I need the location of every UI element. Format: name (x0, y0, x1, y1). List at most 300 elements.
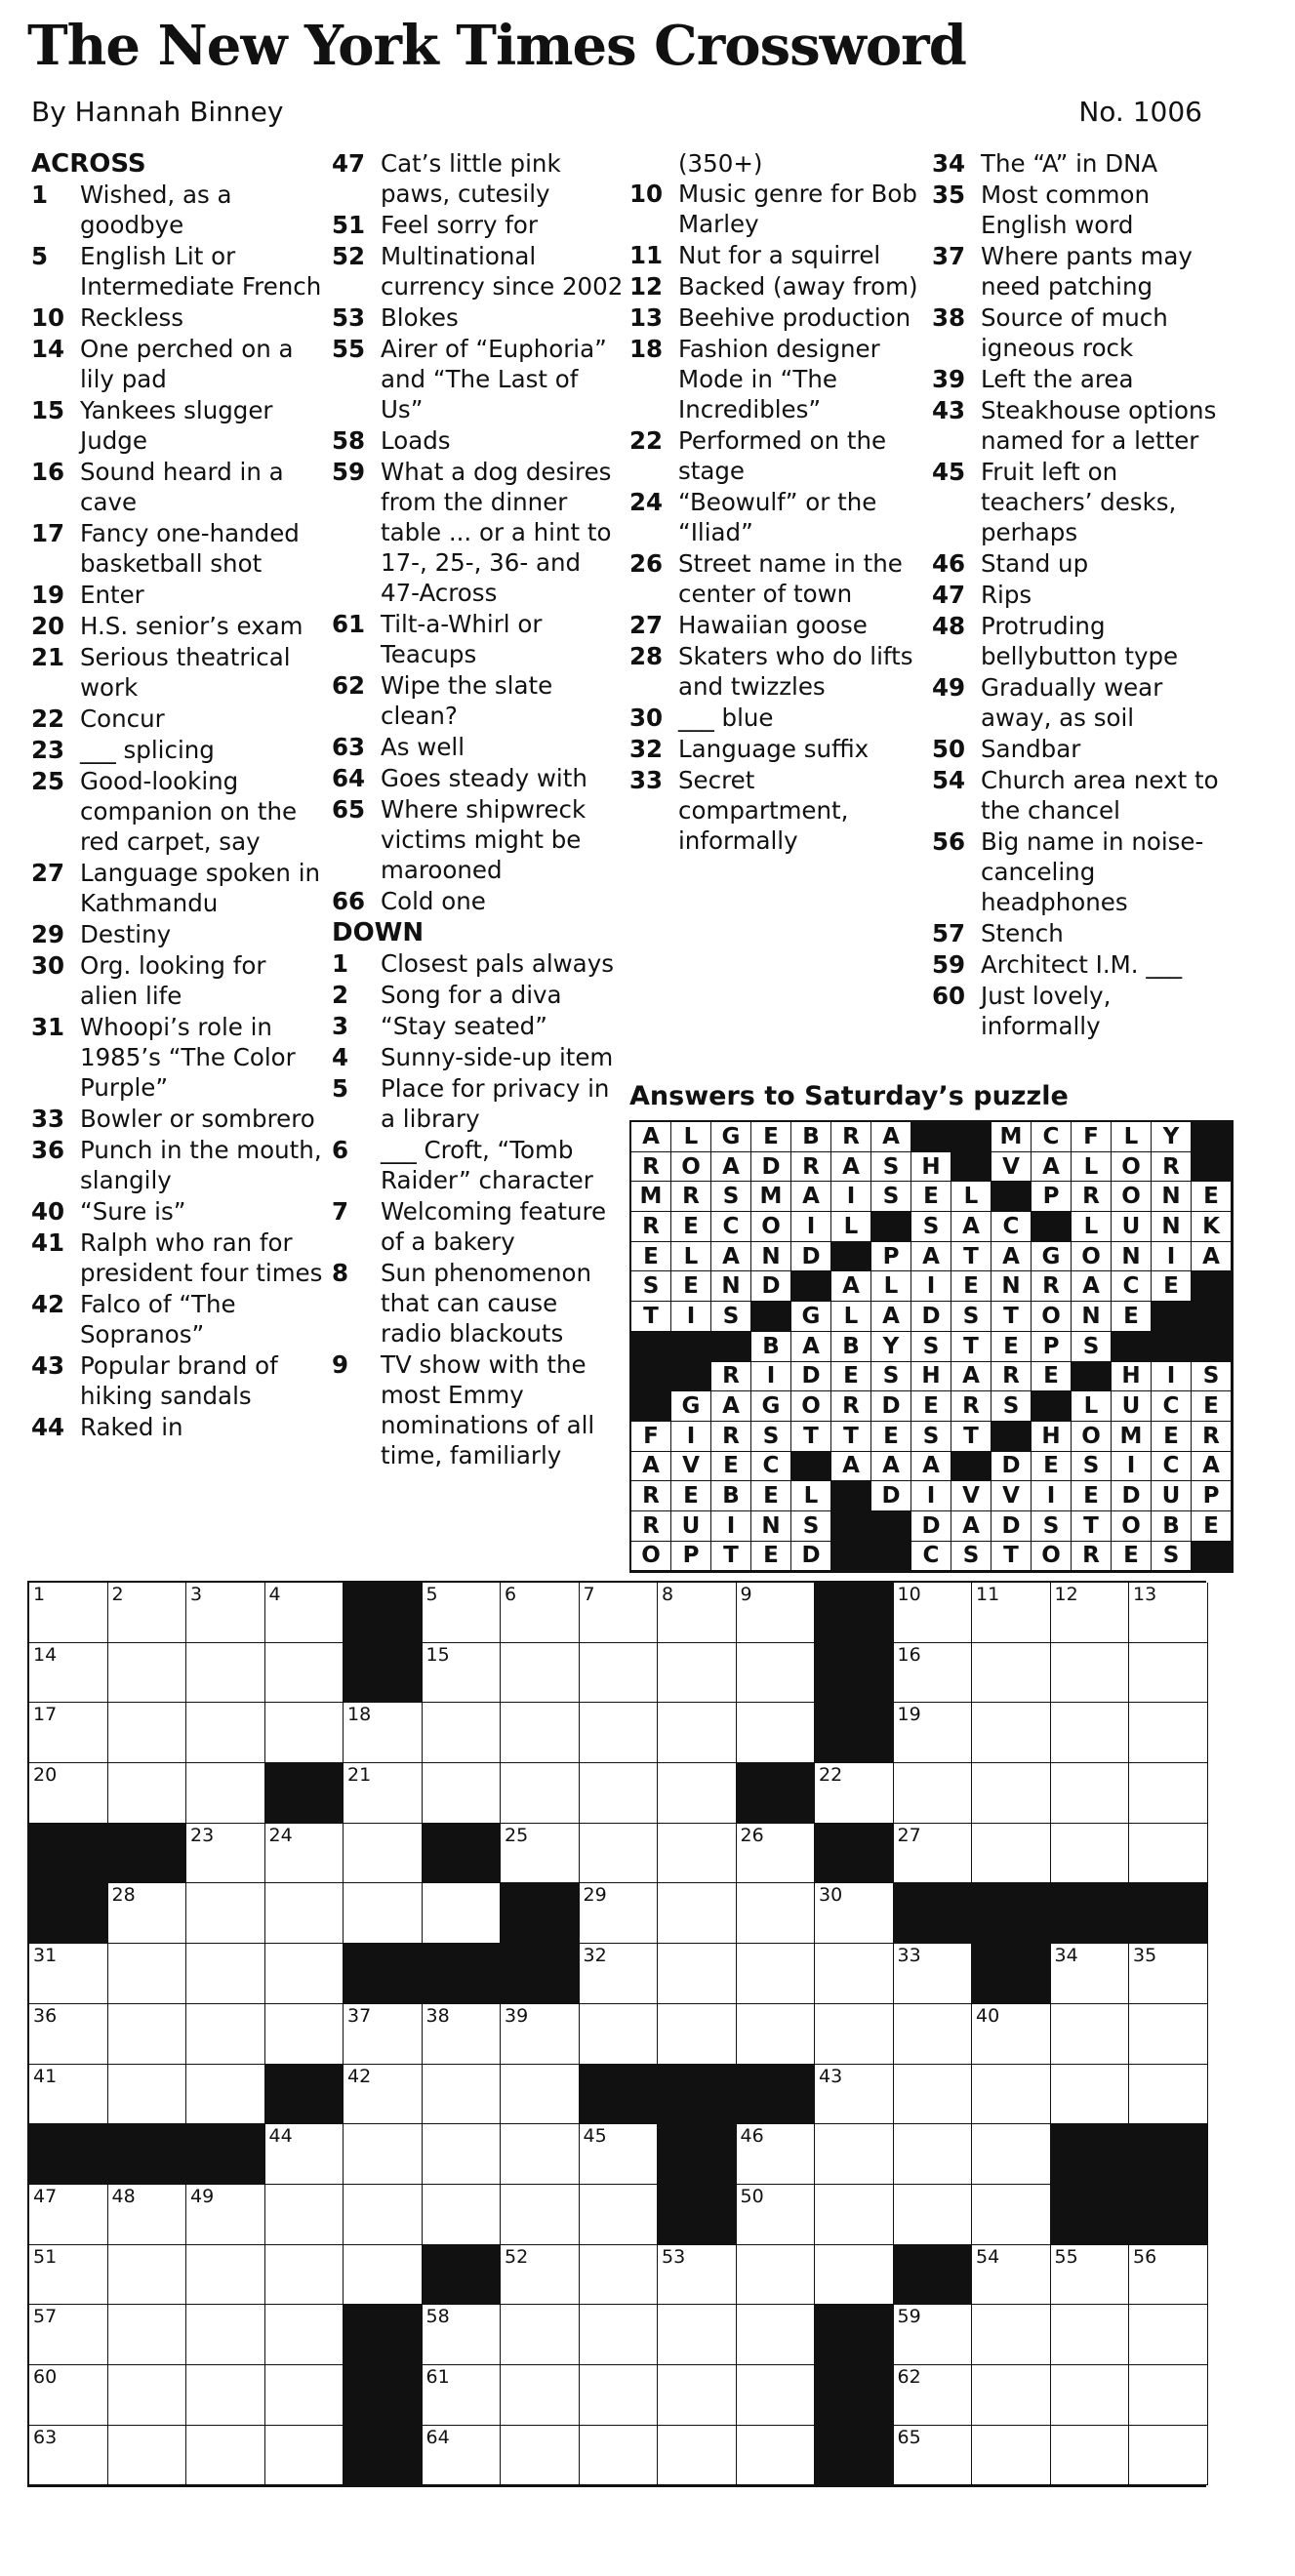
grid-cell[interactable] (894, 1583, 973, 1643)
grid-cell[interactable] (737, 2365, 816, 2426)
grid-cell-number: 39 (505, 2004, 529, 2027)
grid-cell[interactable] (29, 2004, 108, 2065)
grid-cell[interactable] (344, 1763, 423, 1824)
grid-cell[interactable] (1051, 1583, 1130, 1643)
clue-number: 26 (629, 549, 664, 578)
clue-number: 62 (332, 671, 366, 700)
clue-text: Destiny (80, 920, 172, 948)
grid-cell[interactable] (658, 2245, 737, 2306)
answer-letter: U (1152, 1481, 1192, 1511)
grid-cell[interactable] (580, 1883, 659, 1944)
grid-cell[interactable] (894, 1643, 973, 1704)
grid-cell[interactable] (186, 1583, 265, 1643)
answer-letter: M (1112, 1422, 1152, 1452)
answer-black-square (991, 1422, 1032, 1452)
grid-black-square (1051, 2124, 1130, 2185)
grid-cell[interactable] (737, 2004, 816, 2065)
grid-cell[interactable] (186, 1944, 265, 2004)
grid-cell[interactable] (423, 2185, 502, 2245)
answer-letter: A (1072, 1271, 1112, 1302)
grid-black-square (108, 1824, 187, 1884)
clue-number: 14 (31, 335, 65, 363)
grid-cell[interactable] (658, 1583, 737, 1643)
answer-letter: K (1192, 1212, 1232, 1242)
grid-cell[interactable] (894, 1703, 973, 1763)
grid-cell-number: 10 (897, 1584, 921, 1605)
grid-cell[interactable] (29, 2305, 108, 2365)
grid-cell[interactable] (344, 2124, 423, 2185)
clue-text: Welcoming feature of a bakery (381, 1197, 607, 1256)
answer-letter: R (1152, 1152, 1192, 1183)
clue-number: 34 (932, 149, 966, 178)
grid-cell[interactable] (108, 2185, 187, 2245)
grid-cell[interactable] (265, 2365, 344, 2426)
grid-cell[interactable] (972, 2305, 1051, 2365)
answer-letter: S (1072, 1332, 1112, 1362)
clue-across-14 (31, 334, 324, 394)
grid-cell[interactable] (894, 1763, 973, 1824)
grid-black-square (423, 2245, 502, 2306)
grid-cell[interactable] (501, 1763, 580, 1824)
grid-cell[interactable] (737, 1883, 816, 1944)
grid-cell[interactable] (186, 2185, 265, 2245)
grid-cell[interactable] (423, 2124, 502, 2185)
clue-across-36 (31, 1135, 324, 1195)
grid-cell[interactable] (108, 1643, 187, 1704)
grid-cell[interactable] (580, 2305, 659, 2365)
grid-cell[interactable] (894, 2365, 973, 2426)
clue-across-10 (31, 302, 324, 333)
grid-cell[interactable] (894, 2065, 973, 2125)
grid-cell[interactable] (972, 1643, 1051, 1704)
clue-text: Skaters who do lifts and twizzles (678, 642, 913, 701)
grid-cell[interactable] (265, 2124, 344, 2185)
clue-down-30 (629, 703, 922, 733)
answer-black-square (711, 1332, 751, 1362)
grid-cell-number: 29 (583, 1884, 607, 1907)
grid-cell[interactable] (1051, 1944, 1130, 2004)
clue-down-26 (629, 548, 922, 609)
grid-cell[interactable] (501, 2245, 580, 2306)
grid-cell[interactable] (658, 1763, 737, 1824)
grid-cell[interactable] (1129, 2245, 1208, 2306)
clue-text: Street name in the center of town (678, 549, 903, 608)
grid-cell[interactable] (186, 1763, 265, 1824)
grid-cell[interactable] (265, 2004, 344, 2065)
grid-cell[interactable] (658, 2426, 737, 2486)
answer-letter: O (1072, 1422, 1112, 1452)
answer-letter: A (831, 1152, 871, 1183)
grid-cell[interactable] (580, 2426, 659, 2486)
answer-letter: A (1192, 1452, 1232, 1482)
clue-across-55 (332, 334, 625, 424)
grid-cell[interactable] (815, 2245, 894, 2306)
clue-number: 59 (932, 950, 966, 979)
grid-cell[interactable] (972, 2426, 1051, 2486)
grid-cell[interactable] (658, 2305, 737, 2365)
clue-down-56 (932, 826, 1225, 917)
grid-cell[interactable] (501, 1703, 580, 1763)
grid-cell[interactable] (737, 2426, 816, 2486)
grid-cell[interactable] (265, 2245, 344, 2306)
grid-cell[interactable] (501, 1583, 580, 1643)
grid-cell[interactable] (186, 2065, 265, 2125)
grid-cell[interactable] (894, 2124, 973, 2185)
grid-cell[interactable] (265, 1944, 344, 2004)
grid-cell[interactable] (1051, 2305, 1130, 2365)
answer-letter: O (751, 1212, 791, 1242)
clue-number: 19 (31, 581, 65, 609)
grid-cell[interactable] (1051, 2365, 1130, 2426)
grid-cell[interactable] (265, 1883, 344, 1944)
grid-cell[interactable] (186, 2305, 265, 2365)
grid-black-square (737, 2065, 816, 2125)
clue-across-66 (332, 886, 625, 916)
grid-cell[interactable] (29, 1583, 108, 1643)
answer-letter: L (671, 1242, 711, 1272)
grid-cell[interactable] (108, 1583, 187, 1643)
grid-cell[interactable] (658, 1703, 737, 1763)
clue-across-58 (332, 425, 625, 456)
grid-cell[interactable] (815, 2065, 894, 2125)
grid-cell[interactable] (972, 1703, 1051, 1763)
clue-text: Fancy one-handed basketball shot (80, 519, 300, 578)
clue-number: 37 (932, 242, 966, 270)
grid-cell[interactable] (580, 1824, 659, 1884)
grid-cell-number: 51 (33, 2245, 58, 2268)
grid-cell[interactable] (1129, 2305, 1208, 2365)
answer-letter: S (951, 1542, 991, 1572)
grid-cell[interactable] (501, 2185, 580, 2245)
grid-cell[interactable] (815, 2185, 894, 2245)
grid-cell[interactable] (186, 2365, 265, 2426)
clue-number: 5 (31, 242, 49, 270)
grid-cell[interactable] (108, 1944, 187, 2004)
grid-cell[interactable] (186, 1643, 265, 1704)
answer-letter: D (791, 1362, 831, 1392)
grid-cell[interactable] (1129, 2365, 1208, 2426)
grid-cell[interactable] (815, 1763, 894, 1824)
clue-text: Reckless (80, 303, 184, 332)
grid-cell[interactable] (501, 1643, 580, 1704)
clue-number: 57 (932, 919, 966, 947)
answer-black-square (911, 1122, 951, 1152)
answer-letter: O (1112, 1511, 1152, 1542)
grid-cell[interactable] (1129, 2426, 1208, 2486)
grid-cell[interactable] (344, 2004, 423, 2065)
grid-cell[interactable] (580, 1643, 659, 1704)
clue-text: Sandbar (981, 735, 1081, 763)
grid-cell[interactable] (423, 1583, 502, 1643)
grid-cell[interactable] (186, 2245, 265, 2306)
clue-across-65 (332, 794, 625, 885)
grid-cell[interactable] (265, 1643, 344, 1704)
clue-across-30 (31, 950, 324, 1011)
grid-cell[interactable] (29, 2426, 108, 2486)
grid-cell[interactable] (186, 2426, 265, 2486)
answer-letter: D (751, 1152, 791, 1183)
grid-cell[interactable] (580, 2004, 659, 2065)
grid-cell[interactable] (972, 2245, 1051, 2306)
answer-letter: D (991, 1511, 1032, 1542)
grid-cell[interactable] (29, 2365, 108, 2426)
grid-cell[interactable] (1051, 2065, 1130, 2125)
grid-cell[interactable] (265, 2426, 344, 2486)
grid-cell[interactable] (29, 1643, 108, 1704)
grid-cell[interactable] (580, 2124, 659, 2185)
grid-cell[interactable] (423, 1883, 502, 1944)
grid-cell[interactable] (894, 2426, 973, 2486)
grid-cell[interactable] (501, 2004, 580, 2065)
answer-letter: R (631, 1481, 671, 1511)
grid-cell[interactable] (29, 2065, 108, 2125)
answer-letter: E (1032, 1452, 1072, 1482)
grid-cell[interactable] (344, 2065, 423, 2125)
grid-cell[interactable] (972, 2124, 1051, 2185)
grid-black-square (1129, 1883, 1208, 1944)
grid-cell[interactable] (501, 2065, 580, 2125)
grid-black-square (815, 2365, 894, 2426)
grid-cell[interactable] (108, 1763, 187, 1824)
answer-letter: S (1032, 1511, 1072, 1542)
grid-cell[interactable] (1051, 2426, 1130, 2486)
grid-cell[interactable] (580, 2185, 659, 2245)
grid-cell[interactable] (344, 1824, 423, 1884)
grid-cell[interactable] (815, 1883, 894, 1944)
grid-cell[interactable] (815, 1944, 894, 2004)
clue-down-59 (932, 949, 1225, 980)
grid-cell-number: 12 (1054, 1584, 1078, 1605)
answer-letter: S (871, 1362, 911, 1392)
answer-letter: L (791, 1481, 831, 1511)
grid-cell[interactable] (108, 2305, 187, 2365)
grid-cell[interactable] (501, 2124, 580, 2185)
clue-number: 28 (629, 642, 664, 670)
answer-letter: A (911, 1452, 951, 1482)
grid-cell-number: 53 (662, 2245, 686, 2268)
grid-cell[interactable] (580, 1583, 659, 1643)
grid-cell[interactable] (1129, 2004, 1208, 2065)
grid-cell[interactable] (186, 2004, 265, 2065)
grid-cell[interactable] (658, 1643, 737, 1704)
grid-cell[interactable] (1129, 1703, 1208, 1763)
answer-letter: E (631, 1242, 671, 1272)
grid-cell[interactable] (1051, 1763, 1130, 1824)
answer-black-square (631, 1391, 671, 1422)
answer-black-square (831, 1542, 871, 1572)
grid-cell[interactable] (423, 2065, 502, 2125)
answer-letter: A (711, 1152, 751, 1183)
grid-cell[interactable] (580, 2365, 659, 2426)
grid-cell[interactable] (265, 1824, 344, 1884)
grid-cell[interactable] (423, 2305, 502, 2365)
grid-cell[interactable] (29, 1703, 108, 1763)
grid-cell[interactable] (1051, 2004, 1130, 2065)
grid-cell[interactable] (29, 2245, 108, 2306)
clue-number: 22 (31, 704, 65, 733)
grid-cell[interactable] (108, 2365, 187, 2426)
grid-cell[interactable] (737, 1824, 816, 1884)
clue-number: 30 (629, 704, 664, 732)
clue-text: Multinational currency since 2002 (381, 242, 624, 301)
grid-cell-number: 47 (33, 2185, 58, 2207)
answer-letter: A (791, 1182, 831, 1212)
grid-cell[interactable] (894, 2185, 973, 2245)
grid-cell-number: 56 (1133, 2245, 1157, 2268)
grid-cell[interactable] (186, 1824, 265, 1884)
grid-cell[interactable] (501, 1824, 580, 1884)
grid-cell[interactable] (737, 2245, 816, 2306)
grid-cell[interactable] (972, 2004, 1051, 2065)
grid-cell[interactable] (658, 1944, 737, 2004)
grid-cell[interactable] (580, 1944, 659, 2004)
clue-down-4 (332, 1042, 625, 1072)
grid-cell[interactable] (423, 2365, 502, 2426)
grid-cell[interactable] (344, 2185, 423, 2245)
clue-text: Popular brand of hiking sandals (80, 1351, 278, 1410)
grid-cell[interactable] (972, 2065, 1051, 2125)
clue-across-27 (31, 858, 324, 918)
grid-cell[interactable] (658, 2004, 737, 2065)
grid-cell[interactable] (501, 2426, 580, 2486)
clue-down-33 (629, 765, 922, 856)
grid-cell[interactable] (894, 2004, 973, 2065)
grid-cell[interactable] (737, 1583, 816, 1643)
grid-cell[interactable] (501, 2365, 580, 2426)
grid-cell[interactable] (580, 2245, 659, 2306)
grid-cell[interactable] (1051, 1643, 1130, 1704)
grid-cell[interactable] (344, 1703, 423, 1763)
grid-cell[interactable] (108, 1703, 187, 1763)
grid-cell[interactable] (423, 2004, 502, 2065)
grid-cell[interactable] (580, 1763, 659, 1824)
answer-letter: A (871, 1302, 911, 1332)
grid-cell[interactable] (1129, 1643, 1208, 1704)
answer-black-square (951, 1452, 991, 1482)
grid-cell[interactable] (29, 1944, 108, 2004)
clue-down-13 (629, 302, 922, 333)
clue-number: 3 (332, 1012, 349, 1040)
grid-cell[interactable] (1051, 1824, 1130, 1884)
grid-cell[interactable] (423, 1703, 502, 1763)
clue-text: Punch in the mouth, slangily (80, 1136, 322, 1194)
clue-text: Big name in noise-canceling headphones (981, 827, 1204, 916)
grid-cell[interactable] (972, 2365, 1051, 2426)
grid-cell[interactable] (658, 2365, 737, 2426)
answer-letter: C (911, 1542, 951, 1572)
clue-number: 49 (932, 673, 966, 702)
grid-cell[interactable] (186, 1883, 265, 1944)
grid-cell[interactable] (815, 2004, 894, 2065)
grid-cell[interactable] (1051, 2245, 1130, 2306)
grid-black-square (29, 2124, 108, 2185)
grid-cell[interactable] (108, 2426, 187, 2486)
answer-letter: E (1152, 1422, 1192, 1452)
clue-text: Architect I.M. ___ (981, 950, 1183, 979)
answer-letter: S (1192, 1362, 1232, 1392)
clue-across-62 (332, 670, 625, 731)
grid-cell[interactable] (423, 1643, 502, 1704)
clue-text: One perched on a lily pad (80, 335, 294, 393)
answer-letter: H (911, 1362, 951, 1392)
grid-cell[interactable] (737, 2124, 816, 2185)
clue-number: 20 (31, 612, 65, 640)
grid-cell[interactable] (108, 1883, 187, 1944)
answer-letter: L (871, 1271, 911, 1302)
grid-cell[interactable] (737, 2305, 816, 2365)
grid-cell[interactable] (423, 1763, 502, 1824)
grid-cell[interactable] (265, 1703, 344, 1763)
grid-black-square (815, 2305, 894, 2365)
grid-cell[interactable] (344, 2245, 423, 2306)
grid-cell[interactable] (972, 1824, 1051, 1884)
answer-letter: V (951, 1481, 991, 1511)
grid-cell[interactable] (186, 1703, 265, 1763)
grid-cell[interactable] (108, 2245, 187, 2306)
grid-cell[interactable] (423, 2426, 502, 2486)
grid-cell[interactable] (344, 1883, 423, 1944)
grid-cell[interactable] (1129, 1583, 1208, 1643)
grid-cell[interactable] (108, 2004, 187, 2065)
clue-number: 27 (31, 859, 65, 887)
answers-title: Answers to Saturday’s puzzle (629, 1081, 1069, 1111)
clue-number: 29 (31, 920, 65, 948)
answer-letter: N (711, 1271, 751, 1302)
clue-text: Backed (away from) (678, 272, 918, 301)
answer-letter: S (951, 1302, 991, 1332)
clue-text: Where pants may need patching (981, 242, 1193, 301)
grid-cell[interactable] (737, 1643, 816, 1704)
grid-cell[interactable] (894, 2305, 973, 2365)
grid-cell[interactable] (972, 1583, 1051, 1643)
grid-cell[interactable] (894, 1824, 973, 1884)
grid-cell[interactable] (894, 1944, 973, 2004)
grid-cell[interactable] (265, 2185, 344, 2245)
grid-cell[interactable] (1129, 2065, 1208, 2125)
grid-cell[interactable] (658, 1824, 737, 1884)
answer-letter: C (751, 1452, 791, 1482)
grid-cell[interactable] (265, 2305, 344, 2365)
grid-cell[interactable] (737, 1944, 816, 2004)
grid-cell[interactable] (265, 1583, 344, 1643)
grid-black-square (265, 2065, 344, 2125)
clue-down-37 (932, 241, 1225, 302)
grid-cell[interactable] (972, 1763, 1051, 1824)
grid-cell[interactable] (29, 2185, 108, 2245)
grid-black-square (815, 1583, 894, 1643)
grid-cell[interactable] (737, 1703, 816, 1763)
grid-cell[interactable] (1129, 1763, 1208, 1824)
grid-cell[interactable] (658, 1883, 737, 1944)
grid-cell[interactable] (580, 1703, 659, 1763)
answer-letter: T (791, 1422, 831, 1452)
clue-down-38 (932, 302, 1225, 363)
grid-cell-number: 5 (425, 1584, 438, 1605)
grid-cell[interactable] (972, 2185, 1051, 2245)
grid-cell[interactable] (815, 2124, 894, 2185)
clue-text: Tilt-a-Whirl or Teacups (381, 610, 543, 668)
grid-cell[interactable] (1051, 1703, 1130, 1763)
grid-cell[interactable] (501, 2305, 580, 2365)
grid-cell[interactable] (1129, 1944, 1208, 2004)
grid-cell[interactable] (1129, 1824, 1208, 1884)
grid-cell[interactable] (29, 1763, 108, 1824)
grid-cell[interactable] (108, 2065, 187, 2125)
grid-cell-number: 44 (268, 2125, 293, 2148)
clue-text: As well (381, 733, 465, 761)
grid-cell[interactable] (737, 2185, 816, 2245)
crossword-grid (27, 1581, 1206, 2487)
